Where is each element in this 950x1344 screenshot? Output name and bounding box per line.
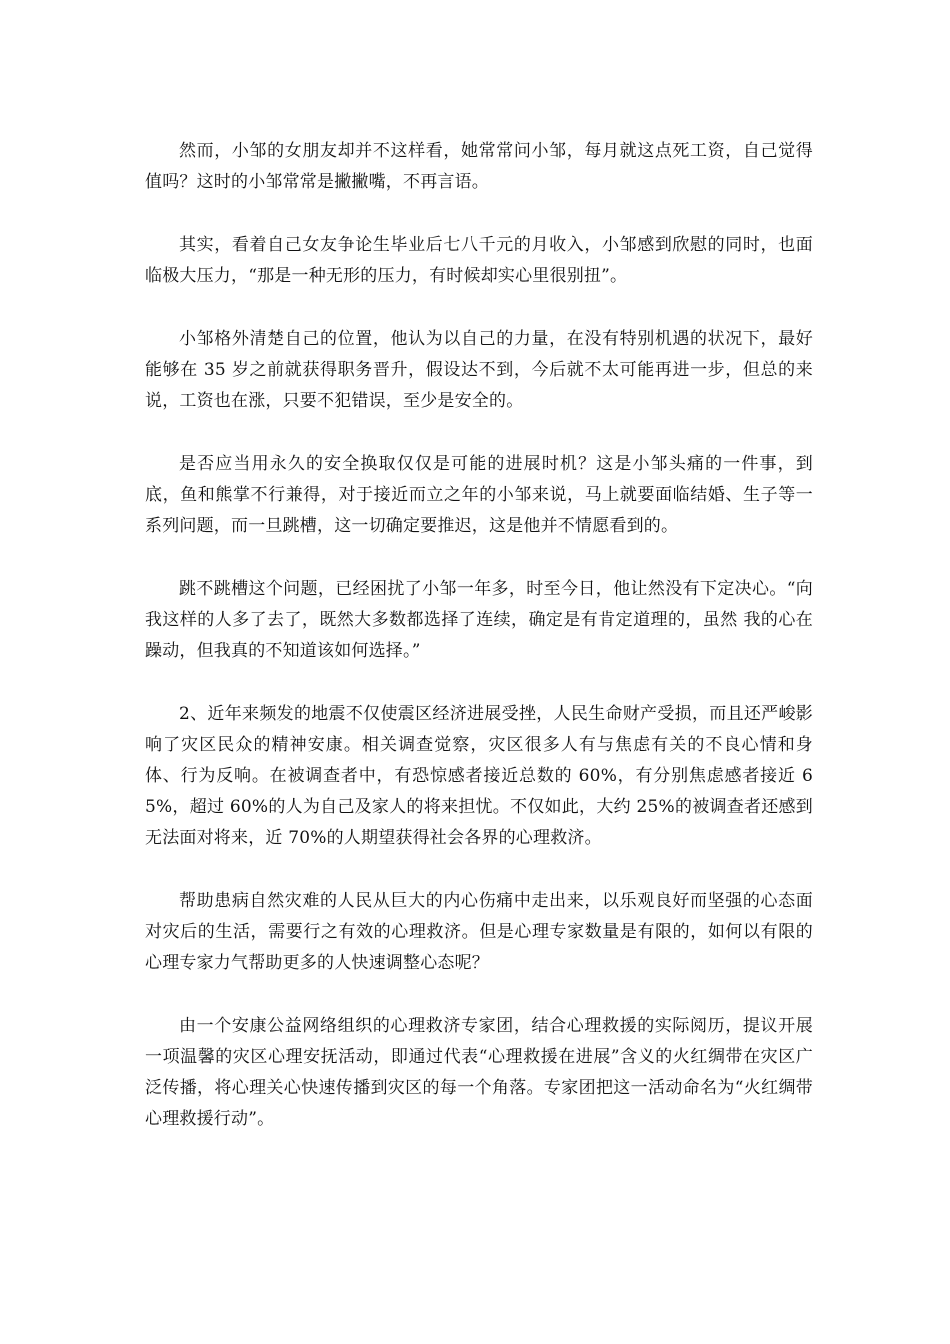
paragraph-5: 跳不跳槽这个问题，已经困扰了小邹一年多，时至今日，他让然没有下定决心。“向我这样的人多了去了，既然大多数都选择了连续，确定是有肯定道理的，虽然 我的心在躁动，但我真的不知道该如何选择。” — [145, 579, 813, 661]
paragraph-4: 是否应当用永久的安全换取仅仅是可能的进展时机？这是小邹头痛的一件事，到底，鱼和熊掌不行兼得，对于接近而立之年的小邹来说，马上就要面临结婚、生子等一系列问题，而一旦跳槽，这一切确定要推迟，这是他并不情愿看到的。 — [145, 454, 813, 536]
paragraph-1: 然而，小邹的女朋友却并不这样看，她常常问小邹，每月就这点死工资，自己觉得值吗？这时的小邹常常是撇撇嘴，不再言语。 — [145, 141, 813, 192]
paragraph-7: 帮助患病自然灾难的人民从巨大的内心伤痛中走出来，以乐观良好而坚强的心态面对灾后的生活，需要行之有效的心理救济。但是心理专家数量是有限的，如何以有限的心理专家力气帮助更多的人快速调整心态呢？ — [145, 891, 813, 973]
paragraph-2: 其实，看着自己女友争论生毕业后七八千元的月收入，小邹感到欣慰的同时，也面临极大压力，“那是一种无形的压力，有时候却实心里很别扭”。 — [145, 235, 813, 286]
paragraph-8: 由一个安康公益网络组织的心理救济专家团，结合心理救援的实际阅历，提议开展一项温馨的灾区心理安抚活动，即通过代表“心理救援在进展”含义的火红绸带在灾区广泛传播，将心理关心快速传播到灾区的每一个角落。专家团把这一活动命名为“火红绸带心理救援行动”。 — [145, 1016, 813, 1129]
paragraph-6: 2、近年来频发的地震不仅使震区经济进展受挫，人民生命财产受损，而且还严峻影响了灾区民众的精神安康。相关调查觉察，灾区很多人有与焦虑有关的不良心情和身体、行为反响。在被调查者中，有恐惊感者接近总数的 60%，有分别焦虑感者接近 65%，超过 60%的人为自己及家人的将来担忧。不仅如此，大约 25%的被调查者还感到无法面对将来，近 70%的人期望获得社会各界的心理救济。 — [145, 704, 813, 848]
document-body — [145, 136, 813, 1167]
paragraph-3: 小邹格外清楚自己的位置，他认为以自己的力量，在没有特别机遇的状况下，最好能够在 35 岁之前就获得职务晋升，假设达不到，今后就不太可能再进一步，但总的来说，工资也在涨，只要不犯错误，至少是安全的。 — [145, 329, 813, 411]
